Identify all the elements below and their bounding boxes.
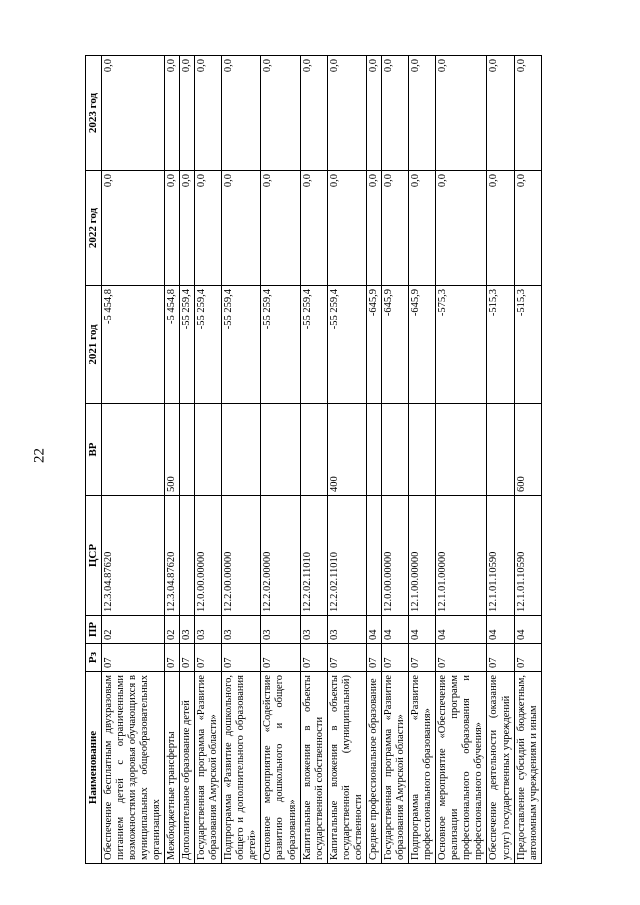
cell-pr: 04 [381,616,408,644]
cell-2022: 0,0 [300,171,327,286]
cell-csr: 12.2.02.11010 [300,496,327,616]
cell-rz: 07 [101,644,164,672]
cell-csr [180,496,195,616]
cell-pr: 04 [514,616,541,644]
table-header-row [86,56,102,864]
cell-rz: 07 [327,644,366,672]
table-row [261,56,300,864]
cell-pr: 03 [300,616,327,644]
cell-csr: 12.1.01.10590 [487,496,514,616]
cell-pr: 02 [101,616,164,644]
cell-rz: 07 [164,644,179,672]
cell-rz: 07 [261,644,300,672]
cell-vr: 600 [514,404,541,496]
cell-vr: 500 [164,404,179,496]
cell-pr: 04 [366,616,381,644]
cell-2022: 0,0 [487,171,514,286]
table-row [409,56,436,864]
header-2021: 2021 год [86,286,102,404]
cell-2022: 0,0 [514,171,541,286]
cell-rz: 07 [409,644,436,672]
cell-2021: -645,9 [381,286,408,404]
cell-name: Капитальные вложения в объекты государственной (муниципальной) собственности [327,672,366,864]
cell-vr [300,404,327,496]
header-csr: ЦСР [86,496,102,616]
cell-rz: 07 [300,644,327,672]
cell-name: Предоставление субсидий бюджетным, автономным учреждениям и иным [514,672,541,864]
cell-name: Капитальные вложения в объекты государственной собственности [300,672,327,864]
cell-rz: 07 [381,644,408,672]
table-row [195,56,222,864]
cell-csr: 12.0.00.00000 [195,496,222,616]
cell-2021: -55 259,4 [222,286,261,404]
cell-2023: 0,0 [261,56,300,171]
table-row [164,56,179,864]
cell-name: Подпрограмма «Развитие дошкольного, общего и дополнительного образования детей» [222,672,261,864]
cell-rz: 07 [180,644,195,672]
cell-2021: -55 259,4 [300,286,327,404]
cell-pr: 04 [409,616,436,644]
cell-csr: 12.0.00.00000 [381,496,408,616]
cell-csr: 12.2.02.11010 [327,496,366,616]
table-row [487,56,514,864]
cell-rz: 07 [487,644,514,672]
table-row [327,56,366,864]
cell-name: Государственная программа «Развитие образования Амурской области» [381,672,408,864]
cell-name: Обеспечение бесплатным двухразовым питанием детей с ограниченными возможностями здоровья обучающихся в муниципальных общеобразовательных организациях [101,672,164,864]
table-body [101,56,541,864]
cell-2022: 0,0 [180,171,195,286]
cell-name: Обеспечение деятельности (оказание услуг) государственных учреждений [487,672,514,864]
cell-csr [366,496,381,616]
cell-name: Среднее профессиональное образование [366,672,381,864]
cell-csr: 12.2.02.00000 [261,496,300,616]
cell-2023: 0,0 [195,56,222,171]
cell-2021: -5 454,8 [164,286,179,404]
table-row [180,56,195,864]
cell-name: Основное мероприятие «Содействие развитию дошкольного и общего образования» [261,672,300,864]
table-row [514,56,541,864]
cell-pr: 03 [327,616,366,644]
cell-vr [487,404,514,496]
cell-csr: 12.1.00.00000 [409,496,436,616]
cell-vr [436,404,487,496]
cell-vr [381,404,408,496]
cell-2023: 0,0 [180,56,195,171]
cell-2021: -575,3 [436,286,487,404]
cell-2023: 0,0 [381,56,408,171]
cell-2022: 0,0 [436,171,487,286]
table-row [381,56,408,864]
cell-csr: 12.1.01.10590 [514,496,541,616]
cell-rz: 07 [366,644,381,672]
cell-2021: -55 259,4 [261,286,300,404]
cell-2021: -5 454,8 [101,286,164,404]
cell-2022: 0,0 [366,171,381,286]
header-rz: Рз [86,644,102,672]
cell-pr: 03 [222,616,261,644]
cell-vr [409,404,436,496]
cell-vr [261,404,300,496]
table-row [436,56,487,864]
table-row [300,56,327,864]
cell-2022: 0,0 [101,171,164,286]
cell-name: Подпрограмма «Развитие профессионального образования» [409,672,436,864]
cell-name: Дополнительное образование детей [180,672,195,864]
cell-vr [366,404,381,496]
cell-name: Основное мероприятие «Обеспечение реализации программ профессионального образования и профессионального обучения» [436,672,487,864]
cell-2022: 0,0 [327,171,366,286]
header-name: Наименование [86,672,102,864]
budget-table-container [85,56,555,864]
cell-pr: 02 [164,616,179,644]
cell-2021: -55 259,4 [327,286,366,404]
table-row [366,56,381,864]
cell-vr [222,404,261,496]
cell-2023: 0,0 [300,56,327,171]
cell-2023: 0,0 [327,56,366,171]
cell-vr: 400 [327,404,366,496]
cell-2022: 0,0 [409,171,436,286]
cell-csr: 12.1.01.00000 [436,496,487,616]
cell-2023: 0,0 [436,56,487,171]
budget-table [85,55,542,864]
header-2022: 2022 год [86,171,102,286]
cell-name: Межбюджетные трансферты [164,672,179,864]
cell-pr: 03 [180,616,195,644]
cell-2022: 0,0 [381,171,408,286]
cell-2023: 0,0 [366,56,381,171]
cell-2023: 0,0 [101,56,164,171]
cell-rz: 07 [195,644,222,672]
cell-2021: -55 259,4 [195,286,222,404]
cell-2023: 0,0 [164,56,179,171]
cell-csr: 12.3.04.87620 [164,496,179,616]
cell-rz: 07 [222,644,261,672]
cell-2021: -645,9 [409,286,436,404]
cell-2021: -515,3 [487,286,514,404]
table-row [222,56,261,864]
table-row [101,56,164,864]
cell-vr [180,404,195,496]
cell-2022: 0,0 [164,171,179,286]
cell-2022: 0,0 [222,171,261,286]
cell-rz: 07 [514,644,541,672]
header-2023: 2023 год [86,56,102,171]
cell-2022: 0,0 [195,171,222,286]
cell-2023: 0,0 [487,56,514,171]
header-pr: ПР [86,616,102,644]
cell-pr: 04 [487,616,514,644]
cell-2023: 0,0 [222,56,261,171]
cell-2021: -645,9 [366,286,381,404]
cell-2023: 0,0 [514,56,541,171]
cell-2021: -55 259,4 [180,286,195,404]
cell-pr: 03 [261,616,300,644]
cell-name: Государственная программа «Развитие образования Амурской области» [195,672,222,864]
cell-vr [195,404,222,496]
cell-2022: 0,0 [261,171,300,286]
cell-vr [101,404,164,496]
cell-2023: 0,0 [409,56,436,171]
cell-rz: 07 [436,644,487,672]
cell-pr: 04 [436,616,487,644]
cell-csr: 12.3.04.87620 [101,496,164,616]
cell-pr: 03 [195,616,222,644]
page-number: 22 [31,448,48,463]
cell-csr: 12.2.00.00000 [222,496,261,616]
header-vr: ВР [86,404,102,496]
cell-2021: -515,3 [514,286,541,404]
